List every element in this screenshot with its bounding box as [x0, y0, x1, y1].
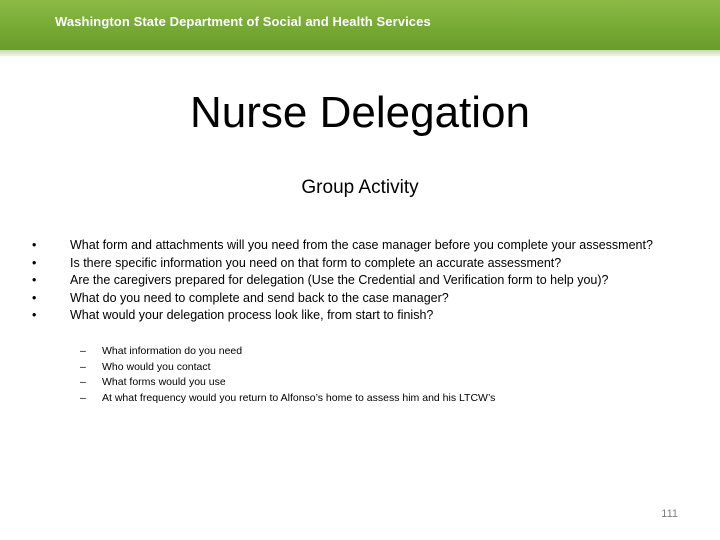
sub-bullet-text: What information do you need — [102, 345, 243, 357]
sub-bullet-marker: – — [80, 345, 86, 357]
bullet-item — [30, 273, 690, 288]
page-number: 111 — [661, 508, 678, 520]
sub-bullet-text: At what frequency would you return to Alfonso’s home to assess him and his LTCW’s — [102, 391, 496, 404]
sub-bullet-item — [80, 344, 680, 360]
bullet-marker: • — [32, 290, 37, 305]
sub-bullet-item — [80, 375, 680, 391]
header-bar — [0, 0, 720, 56]
bullet-list — [30, 238, 690, 326]
sub-bullet-marker: – — [80, 376, 86, 388]
bullet-text: Is there specific information you need on that form to complete an accurate assessment? — [70, 255, 562, 270]
sub-bullet-marker: – — [80, 391, 86, 404]
bullet-marker: • — [32, 273, 37, 287]
sub-bullet-item — [80, 360, 680, 376]
sub-bullet-marker: – — [80, 360, 86, 373]
sub-bullet-text: Who would you contact — [102, 360, 211, 373]
header-divider — [0, 50, 720, 56]
bullet-text: Are the caregivers prepared for delegation (Use the Credential and Verification form to help you)? — [70, 273, 609, 287]
bullet-marker: • — [32, 255, 37, 270]
bullet-marker: • — [32, 308, 37, 322]
slide-subtitle: Group Activity — [301, 177, 419, 198]
bullet-text: What do you need to complete and send back to the case manager? — [70, 290, 449, 305]
sub-bullet-text: What forms would you use — [102, 376, 226, 388]
bullet-marker: • — [32, 238, 37, 252]
sub-bullet-item — [80, 391, 680, 407]
slide-title: Nurse Delegation — [190, 88, 530, 137]
bullet-text: What would your delegation process look like, from start to finish? — [70, 308, 434, 322]
organization-title: Washington State Department of Social and Health Services — [55, 14, 431, 29]
bullet-item — [30, 308, 690, 323]
bullet-item — [30, 291, 690, 306]
bullet-text: What form and attachments will you need from the case manager before you complete your assessment? — [70, 238, 653, 252]
bullet-item — [30, 238, 690, 253]
bullet-item — [30, 256, 690, 271]
sub-bullet-list — [80, 344, 680, 406]
